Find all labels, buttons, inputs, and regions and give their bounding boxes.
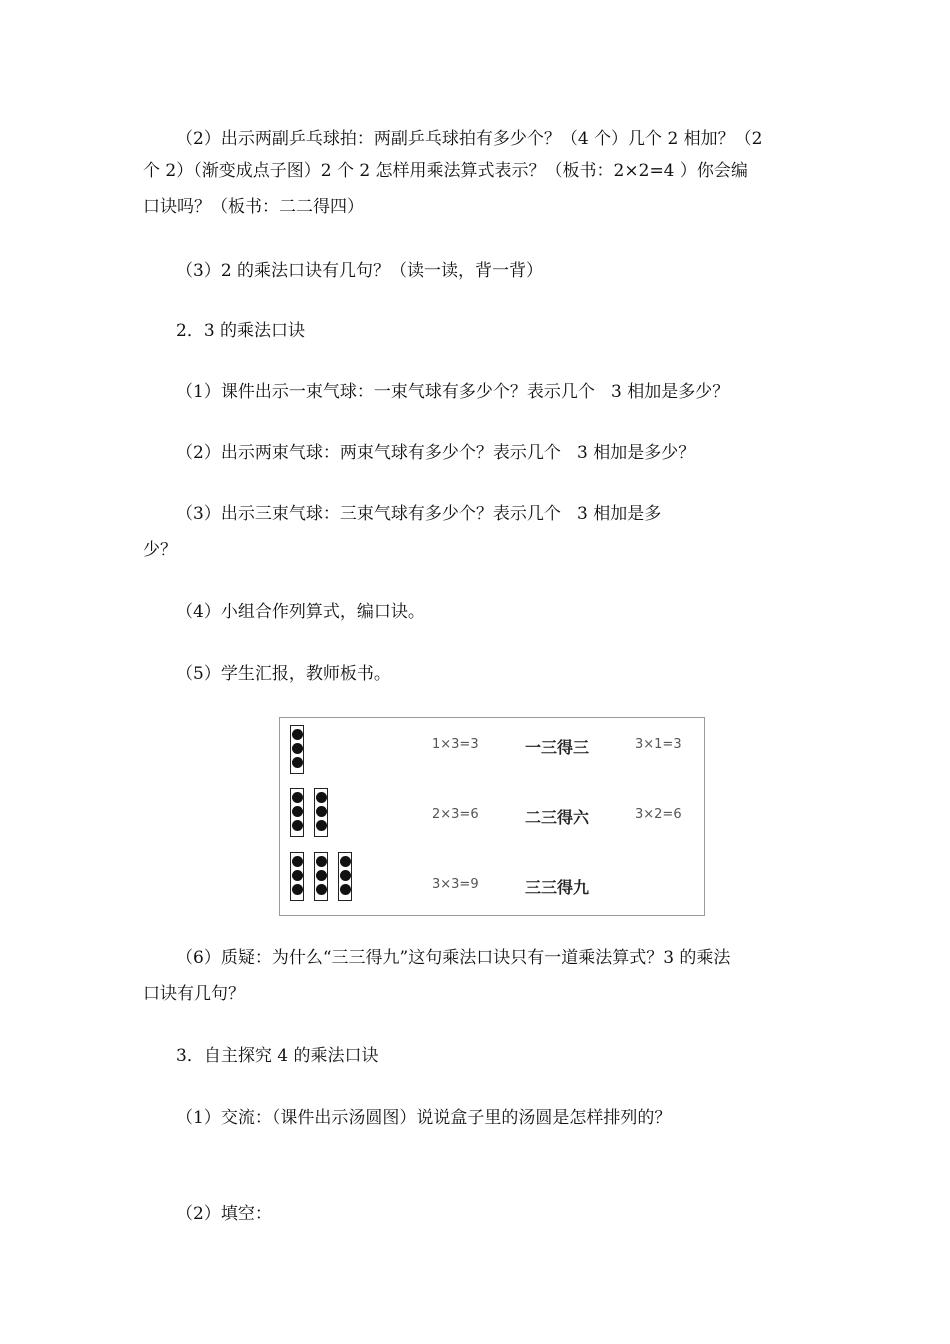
paragraph-fill-blanks: （2）填空： <box>176 1204 272 1224</box>
dot <box>292 870 303 881</box>
dot <box>292 806 303 817</box>
dot-stick <box>314 852 328 901</box>
equation: 3×3=9 <box>432 877 479 892</box>
equation: 2×3=6 <box>432 807 479 822</box>
paragraph-student-report: （5）学生汇报，教师板书。 <box>176 664 391 684</box>
dot <box>292 856 303 867</box>
dot <box>340 884 351 895</box>
dot <box>292 729 303 740</box>
equation: 1×3=3 <box>432 737 479 752</box>
dot <box>316 870 327 881</box>
text-line: 少？ <box>143 540 177 560</box>
section-heading-3-table: 2．3 的乘法口诀 <box>176 321 306 341</box>
multiplication-figure <box>279 717 705 916</box>
text-line: （6）质疑：为什么“三三得九”这句乘法口诀只有一道乘法算式？3 的乘法 <box>176 948 731 968</box>
dot-stick <box>290 788 304 837</box>
text-line: （2）出示两副乒乓球拍：两副乒乓球拍有多少个？（4 个）几个 2 相加？（2 <box>176 129 763 149</box>
dot-stick <box>290 725 304 774</box>
paragraph-two-bunches: （2）出示两束气球：两束气球有多少个？表示几个 3 相加是多少？ <box>176 443 696 463</box>
dot <box>316 792 327 803</box>
dot <box>292 757 303 768</box>
equation: 3×2=6 <box>635 807 682 822</box>
dot <box>340 856 351 867</box>
text-line: 个 2）（渐变成点子图）2 个 2 怎样用乘法算式表示？（板书：2×2=4 ）你会编 <box>143 161 748 181</box>
multiplication-chant: 二三得六 <box>525 808 590 827</box>
paragraph-two-table-count: （3）2 的乘法口诀有几句？（读一读，背一背） <box>176 261 544 281</box>
dot <box>340 870 351 881</box>
section-heading-4-table: 3．自主探究 4 的乘法口诀 <box>176 1046 379 1066</box>
equation: 3×1=3 <box>635 737 682 752</box>
dot <box>292 792 303 803</box>
dot <box>292 884 303 895</box>
dot <box>316 820 327 831</box>
text-line: 口诀吗？（板书：二二得四） <box>143 197 364 217</box>
paragraph-exchange: （1）交流：（课件出示汤圆图）说说盒子里的汤圆是怎样排列的？ <box>176 1108 672 1128</box>
dot <box>316 884 327 895</box>
dot-stick <box>314 788 328 837</box>
paragraph-group-work: （4）小组合作列算式，编口诀。 <box>176 602 425 622</box>
dot-stick <box>290 852 304 901</box>
paragraph-one-bunch: （1）课件出示一束气球：一束气球有多少个？表示几个 3 相加是多少？ <box>176 382 730 402</box>
multiplication-chant: 三三得九 <box>525 878 590 897</box>
dot <box>316 806 327 817</box>
dot <box>292 743 303 754</box>
dot <box>292 820 303 831</box>
text-line: （3）出示三束气球：三束气球有多少个？表示几个 3 相加是多 <box>176 504 662 524</box>
multiplication-chant: 一三得三 <box>525 738 590 757</box>
dot-stick <box>338 852 352 901</box>
dot <box>316 856 327 867</box>
text-line: 口诀有几句？ <box>143 984 245 1004</box>
